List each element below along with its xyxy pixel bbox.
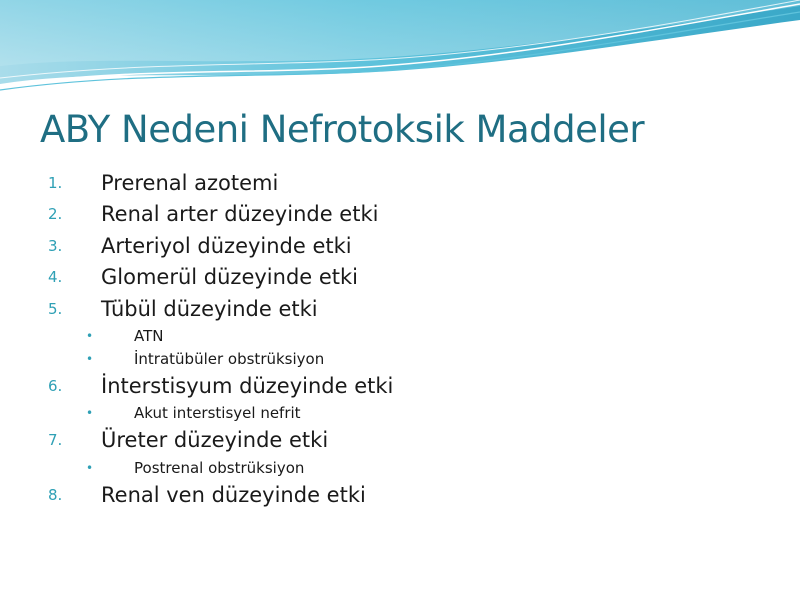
list-number: 3.	[48, 236, 63, 255]
list-item	[0, 168, 800, 199]
list-item	[0, 262, 800, 293]
list-item	[0, 199, 800, 230]
list-item-text: Arteriyol düzeyinde etki	[101, 233, 352, 258]
list-number: 8.	[48, 485, 63, 504]
list-item-text: Glomerül düzeyinde etki	[101, 265, 359, 290]
list-number: 7.	[48, 431, 63, 450]
slide-title: ABY Nedeni Nefrotoksik Maddeler	[40, 108, 645, 151]
sub-list-item-text: İntratübüler obstrüksiyon	[134, 349, 325, 368]
sub-list-item	[0, 325, 800, 348]
bullet-icon: •	[86, 406, 94, 421]
list-item	[0, 371, 800, 402]
list-item	[0, 480, 800, 511]
bullet-icon: •	[86, 328, 94, 343]
sub-list-item	[0, 348, 800, 371]
list-item-text: Renal ven düzeyinde etki	[101, 482, 366, 507]
sub-list-item-text: Akut interstisyel nefrit	[134, 404, 301, 423]
list-number: 2.	[48, 205, 63, 224]
list-number: 6.	[48, 376, 63, 395]
list-item	[0, 231, 800, 262]
list-number: 5.	[48, 299, 63, 318]
list-item	[0, 425, 800, 456]
bullet-icon: •	[86, 351, 94, 366]
header-wave-decoration	[0, 0, 800, 92]
list-number: 4.	[48, 268, 63, 287]
list-item-text: Prerenal azotemi	[101, 171, 279, 195]
sub-list-item-text: ATN	[134, 326, 164, 345]
list-item-text: Renal arter düzeyinde etki	[101, 202, 379, 227]
list-number: 1.	[48, 174, 63, 192]
slide-content-list	[0, 168, 800, 511]
list-item-text: İnterstisyum düzeyinde etki	[101, 373, 394, 398]
sub-list-item	[0, 457, 800, 480]
list-item	[0, 294, 800, 325]
sub-list-item	[0, 402, 800, 425]
list-item-text: Tübül düzeyinde etki	[101, 296, 318, 321]
list-item-text: Üreter düzeyinde etki	[101, 428, 329, 453]
sub-list-item-text: Postrenal obstrüksiyon	[134, 458, 305, 477]
bullet-icon: •	[86, 460, 94, 475]
